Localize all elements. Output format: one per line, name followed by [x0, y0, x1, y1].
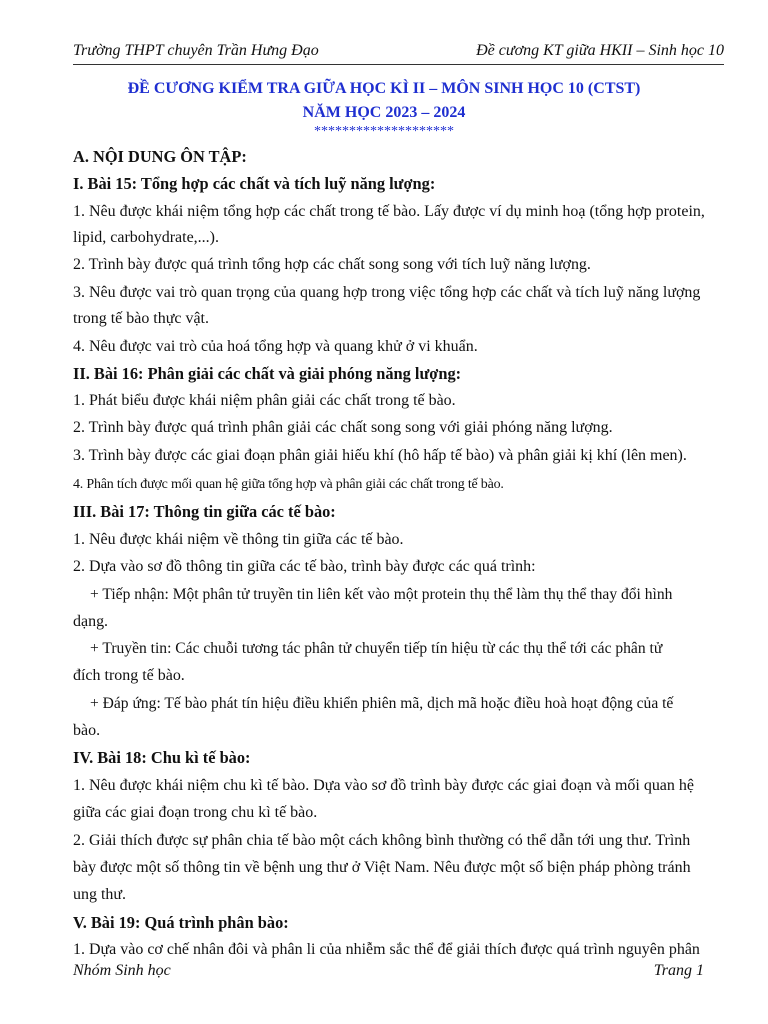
title-separator: ******************** [314, 124, 454, 139]
header-document: Đề cương KT giữa HKII – Sinh học 10 [476, 42, 724, 59]
lesson-19-heading: V. Bài 19: Quá trình phân bào: [73, 913, 289, 932]
lesson-17-item-2: 2. Dựa vào sơ đồ thông tin giữa các tế bào, trình bày được các quá trình: [73, 558, 536, 575]
lesson-17-item-1: 1. Nêu được khái niệm về thông tin giữa các tế bào. [73, 531, 404, 548]
lesson-15-item-1: 1. Nêu được khái niệm tổng hợp các chất trong tế bào. Lấy được ví dụ minh hoạ (tổng hợp protein, [73, 203, 705, 220]
lesson-19-item-1: 1. Dựa vào cơ chế nhân đôi và phân li của nhiễm sắc thể để giải thích được quá trình nguyên phân [73, 941, 700, 958]
lesson-15-item-3: 3. Nêu được vai trò quan trọng của quang hợp trong việc tổng hợp các chất và tích luỹ năng lượng [73, 284, 701, 301]
lesson-18-heading: IV. Bài 18: Chu kì tế bào: [73, 748, 251, 767]
lesson-15-heading: I. Bài 15: Tổng hợp các chất và tích luỹ năng lượng: [73, 174, 436, 193]
lesson-17-response-cont: bào. [73, 722, 101, 739]
lesson-17-heading: III. Bài 17: Thông tin giữa các tế bào: [73, 502, 336, 521]
lesson-16-item-1: 1. Phát biểu được khái niệm phân giải các chất trong tế bào. [73, 392, 456, 409]
lesson-17-response: + Đáp ứng: Tế bào phát tín hiệu điều khiển phiên mã, dịch mã hoặc điều hoà hoạt động của tế [90, 695, 674, 712]
lesson-15-item-2: 2. Trình bày được quá trình tổng hợp các chất song song với tích luỹ năng lượng. [73, 256, 591, 273]
lesson-16-heading: II. Bài 16: Phân giải các chất và giải phóng năng lượng: [73, 364, 462, 383]
lesson-18-item-2-cont: bày được một số thông tin về bệnh ung thư ở Việt Nam. Nêu được một số biện pháp phòng tránh [73, 859, 691, 876]
lesson-15-item-3-cont: trong tế bào thực vật. [73, 310, 209, 327]
footer-page-number: Trang 1 [653, 962, 704, 979]
lesson-16-item-2: 2. Trình bày được quá trình phân giải các chất song song với giải phóng năng lượng. [73, 419, 613, 436]
lesson-17-reception-cont: dạng. [73, 613, 109, 630]
footer-group: Nhóm Sinh học [73, 962, 171, 979]
lesson-15-item-4: 4. Nêu được vai trò của hoá tổng hợp và quang khử ở vi khuẩn. [73, 338, 478, 355]
section-a-heading: A. NỘI DUNG ÔN TẬP: [73, 147, 247, 166]
lesson-18-item-1-cont: giữa các giai đoạn trong chu kì tế bào. [73, 804, 318, 821]
lesson-16-item-3: 3. Trình bày được các giai đoạn phân giải hiếu khí (hô hấp tế bào) và phân giải kị khí (lên men). [73, 447, 687, 464]
lesson-16-item-4: 4. Phân tích được mối quan hệ giữa tổng hợp và phân giải các chất trong tế bào. [73, 477, 504, 492]
lesson-17-transduction: + Truyền tin: Các chuỗi tương tác phân tử chuyển tiếp tín hiệu từ các thụ thể tới các phân tử [90, 640, 663, 657]
header-school: Trường THPT chuyên Trần Hưng Đạo [73, 42, 319, 59]
school-year: NĂM HỌC 2023 – 2024 [302, 104, 466, 121]
lesson-17-transduction-cont: đích trong tế bào. [73, 667, 185, 684]
lesson-18-item-1: 1. Nêu được khái niệm chu kì tế bào. Dựa vào sơ đồ trình bày được các giai đoạn và mối quan hệ [73, 777, 694, 794]
document-title: ĐỀ CƯƠNG KIỂM TRA GIỮA HỌC KÌ II – MÔN SINH HỌC 10 (CTST) [127, 80, 641, 97]
lesson-18-item-2: 2. Giải thích được sự phân chia tế bào một cách không bình thường có thể dẫn tới ung thư. Trình [73, 832, 691, 849]
lesson-17-reception: + Tiếp nhận: Một phân tử truyền tin liên kết vào một protein thụ thể làm thụ thể thay đổi hình [90, 586, 673, 603]
lesson-18-item-2-cont2: ung thư. [73, 886, 127, 903]
lesson-15-item-1-cont: lipid, carbohydrate,...). [73, 229, 219, 246]
page-header [73, 40, 724, 65]
